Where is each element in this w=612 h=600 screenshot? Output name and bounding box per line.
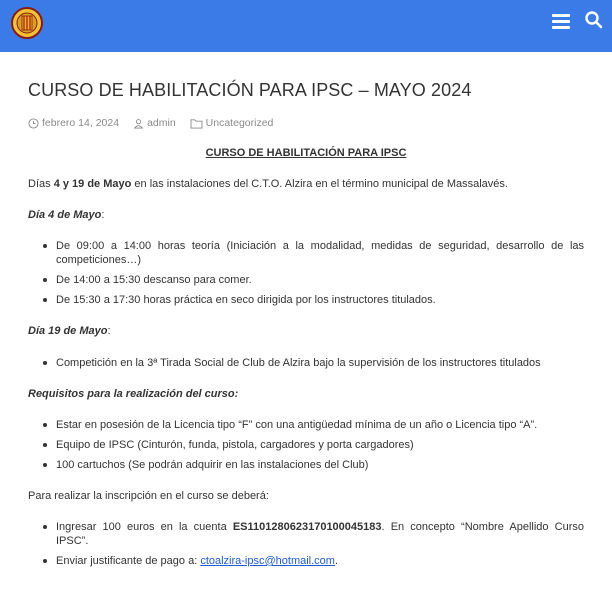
payment-text-start: Ingresar 100 euros en la cuenta: [56, 521, 233, 533]
proof-text-start: Enviar justificante de pago a:: [56, 555, 201, 567]
user-icon: [133, 118, 144, 129]
day19-colon: :: [107, 325, 111, 337]
post-category-link[interactable]: Uncategorized: [205, 117, 274, 129]
list-item: De 14:00 a 15:30 descanso para comer.: [28, 273, 584, 287]
list-item: Estar en posesión de la Licencia tipo “F” con una antigüedad mínima de un año o Licencia tipo “A”.: [28, 418, 584, 432]
folder-icon: [190, 118, 203, 129]
payment-text-end: . En concepto “Nombre Apellido Curso IPSC”.: [56, 521, 584, 547]
page-title: CURSO DE HABILITACIÓN PARA IPSC – MAYO 2024: [28, 80, 472, 100]
post-meta: [28, 117, 287, 129]
bank-account: ES1101280623170100045183: [232, 521, 382, 533]
post-date[interactable]: [28, 117, 119, 129]
email-link[interactable]: ctoalzira-ipsc@hotmail.com: [200, 555, 335, 567]
site-header: [0, 0, 612, 52]
day19-list: [28, 356, 584, 370]
list-item: De 15:30 a 17:30 horas práctica en seco dirigida por los instructores titulados.: [28, 293, 584, 307]
list-item: 100 cartuchos (Se podrán adquirir en las instalaciones del Club): [28, 458, 584, 472]
intro-text-end: en las instalaciones del C.T.O. Alzira en el término municipal de Massalavés.: [131, 178, 508, 190]
intro-paragraph: [28, 177, 584, 192]
list-item: [28, 554, 584, 568]
day4-label: Día 4 de Mayo: [28, 209, 102, 221]
intro-dates: 4 y 19 de Mayo: [53, 178, 132, 190]
day4-heading: [28, 208, 584, 223]
requirements-heading: Requisitos para la realización del curso:: [28, 388, 239, 400]
clock-icon: [28, 118, 39, 129]
list-item: Competición en la 3ª Tirada Social de Club de Alzira bajo la supervisión de los instructores titulados: [28, 356, 584, 370]
registration-intro: Para realizar la inscripción en el curso se deberá:: [28, 490, 269, 502]
requirements-list: [28, 418, 584, 472]
list-item: De 09:00 a 14:00 horas teoría (Iniciación a la modalidad, medidas de seguridad, desarrollo de las competiciones…): [28, 239, 584, 267]
post-subheading: CURSO DE HABILITACIÓN PARA IPSC: [205, 147, 407, 159]
search-icon[interactable]: [584, 10, 604, 30]
post-author-link[interactable]: admin: [147, 117, 176, 129]
hamburger-menu-icon[interactable]: [551, 11, 571, 31]
intro-text-start: Días: [28, 178, 54, 190]
day19-heading: [28, 324, 584, 339]
registration-list: [28, 520, 584, 568]
proof-text-end: .: [334, 555, 339, 567]
club-crest-icon[interactable]: [10, 6, 44, 40]
day4-list: [28, 239, 584, 307]
day4-colon: :: [101, 209, 105, 221]
post-date-link[interactable]: febrero 14, 2024: [42, 117, 120, 129]
post-author[interactable]: [133, 117, 176, 129]
list-item: [28, 520, 584, 548]
post-category[interactable]: [190, 117, 274, 129]
day19-label: Día 19 de Mayo: [28, 325, 108, 337]
list-item: Equipo de IPSC (Cinturón, funda, pistola, cargadores y porta cargadores): [28, 438, 584, 452]
